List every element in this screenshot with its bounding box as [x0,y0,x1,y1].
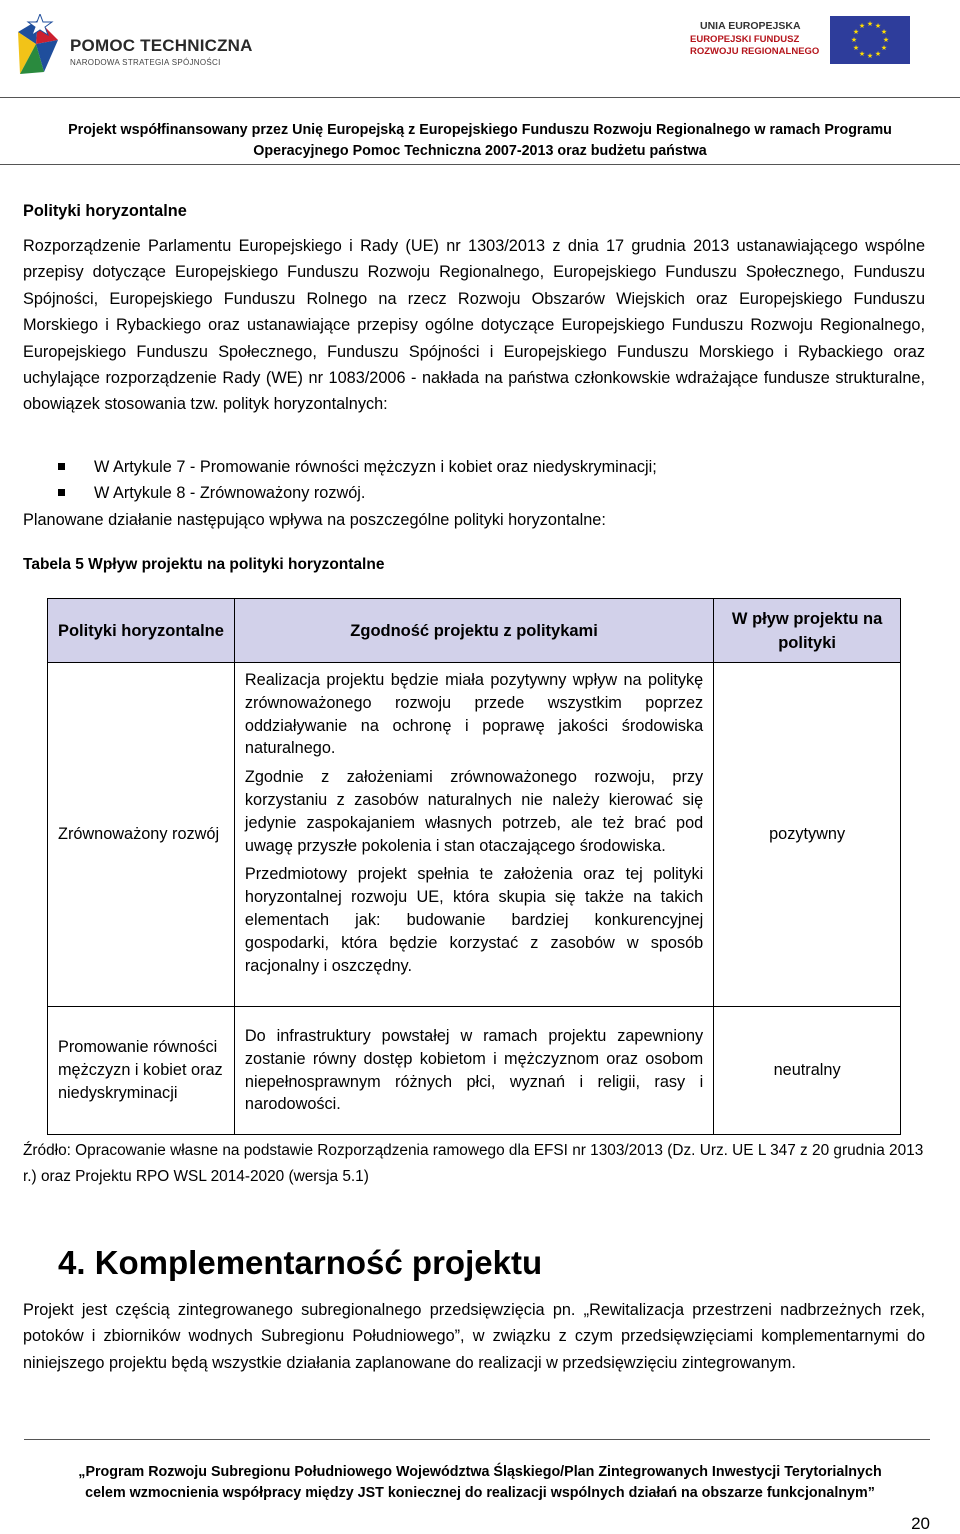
table-caption: Tabela 5 Wpływ projektu na polityki horyzontalne [23,556,385,573]
impact-cell: neutralny [714,1007,901,1135]
page-number: 20 [911,1514,930,1533]
svg-text:★: ★ [858,50,866,58]
eu-flag-icon [830,16,910,64]
bullet-square-icon [58,463,65,470]
eu-logo-line3: ROZWOJU REGIONALNEGO [690,46,820,57]
header-cofinancing-text [0,120,960,162]
chapter-text: Projekt jest częścią zintegrowanego subregionalnego przedsięwzięcia pn. „Rewitalizacja przestrzeni nadbrzeżnych rzek, potoków i zbiorników wodnych Subregionu Południowego”, w związku z czym przedsięwzięciami komplementarnymi do niniejszego projektu będą wszystkie działania zaplanowane do realizacji w przedsięwzięciu zintegrowanym. [23,1301,925,1372]
column-header-compliance: Zgodność projektu z politykami [234,599,713,663]
svg-text:★: ★ [880,44,888,52]
svg-text:★: ★ [852,28,860,36]
after-bullets-text: Planowane działanie następująco wpływa na poszczególne polityki horyzontalne: [23,511,606,529]
compliance-cell [234,663,713,1007]
logo-left-subtitle: NARODOWA STRATEGIA SPÓJNOŚCI [70,58,221,67]
table-header-row [48,599,901,663]
list-item: W Artykule 8 - Zrównoważony rozwój. [58,480,928,506]
svg-text:★: ★ [852,44,860,52]
footer-divider [24,1439,930,1440]
svg-text:★: ★ [866,20,874,28]
section-intro: Rozporządzenie Parlamentu Europejskiego i Rady (UE) nr 1303/2013 z dnia 17 grudnia 2013 ustanawiającego wspólne przepisy dotyczące Europejskiego Funduszu Rozwoju Regionalnego, Europejskiego Funduszu Społecznego, Funduszu Spójności, Europejskiego Funduszu Rolnego na rzecz Rozwoju Obszarów Wiejskich oraz Europejskiego Funduszu Morskiego i Rybackiego oraz ustanawiające przepisy ogólne dotyczące Europejskiego Funduszu Rozwoju Regionalnego, Europejskiego Funduszu Społecznego, Funduszu Spójności i Europejskiego Funduszu Morskiego i Rybackiego oraz uchylające rozporządzenie Rady (WE) nr 1083/2006 - nakłada na państwa członkowskie wdrażające fundusze strukturalne, obowiązek stosowania tzw. polityk horyzontalnych: [23,237,925,414]
header-divider-bottom [0,164,960,165]
policy-cell: Zrównoważony rozwój [48,663,235,1007]
policy-cell: Promowanie równości mężczyzn i kobiet oraz niedyskryminacji [48,1007,235,1135]
bullet-list [58,454,928,507]
eu-logo [688,14,916,70]
logo-left-name: POMOC TECHNICZNA [70,36,253,55]
svg-text:★: ★ [874,50,882,58]
footer-line2: celem wzmocnienia współpracy między JST koniecznej do realizacji wspólnych działań na obszarze funkcjonalnym” [85,1485,875,1501]
table-source-note: Źródło: Opracowanie własne na podstawie Rozporządzenia ramowego dla EFSI nr 1303/2013 (Dz. Urz. UE L 347 z 20 grudnia 2013 r.) oraz Projektu RPO WSL 2014-2020 (wersja 5.1) [23,1142,924,1185]
compliance-paragraph: Realizacja projektu będzie miała pozytywny wpływ na politykę zrównoważonego rozwoju przede wszystkim poprzez oddziaływanie na ochronę i poprawę jakości środowiska naturalnego. [244,671,704,758]
footer-line1: „Program Rozwoju Subregionu Południowego Województwa Śląskiego/Plan Zintegrowanych Inwestycji Terytorialnych [78,1464,882,1480]
table-row [48,663,901,1007]
list-item: W Artykule 7 - Promowanie równości mężczyzn i kobiet oraz niedyskryminacji; [58,454,928,480]
table-row [48,1007,901,1135]
bullet-square-icon [58,489,65,496]
eu-logo-line2: EUROPEJSKI FUNDUSZ [690,34,800,45]
section-title: Polityki horyzontalne [23,202,187,220]
compliance-paragraph: Do infrastruktury powstałej w ramach projektu zapewniony zostanie równy dostęp kobietom i mężczyznom oraz osobom niepełnosprawnym różnych płci, wyznań i religii, rasy i narodowości. [244,1026,704,1114]
footer-text [0,1462,960,1504]
chapter-title: 4. Komplementarność projektu [58,1244,543,1281]
star-emblem-icon [14,14,66,86]
header-divider-top [0,97,960,98]
svg-text:★: ★ [858,22,866,30]
column-header-policy: Polityki horyzontalne [48,599,235,663]
compliance-paragraph: Zgodnie z założeniami zrównoważonego rozwoju, przy korzystaniu z zasobów naturalnych nie należy kierować się jedynie zaspokajaniem własnych potrzeb, ale też brać pod uwagę przyszłe pokolenia i stan otaczającego środowiska. [244,768,704,855]
policies-table [47,598,901,1135]
eu-logo-line1: UNIA EUROPEJSKA [700,20,801,32]
compliance-cell [234,1007,713,1135]
impact-cell: pozytywny [714,663,901,1007]
svg-text:★: ★ [866,52,874,60]
svg-text:★: ★ [874,22,882,30]
header-line1: Projekt współfinansowany przez Unię Europejską z Europejskiego Funduszu Rozwoju Regionalnego w ramach Programu [68,122,892,138]
pomoc-techniczna-logo [14,14,254,86]
svg-text:★: ★ [880,28,888,36]
svg-text:★: ★ [882,36,890,44]
compliance-paragraph: Przedmiotowy projekt spełnia te założenia oraz tej polityki horyzontalnej rozwoju UE, która skupia się także na takich elementach jak: budowanie bardziej konkurencyjnej gospodarki, która będzie korzystać z zasobów w sposób racjonalny i oszczędny. [244,865,704,975]
column-header-impact: W pływ projektu na polityki [714,599,901,663]
header-line2: Operacyjnego Pomoc Techniczna 2007-2013 oraz budżetu państwa [253,143,707,159]
svg-text:★: ★ [850,36,858,44]
